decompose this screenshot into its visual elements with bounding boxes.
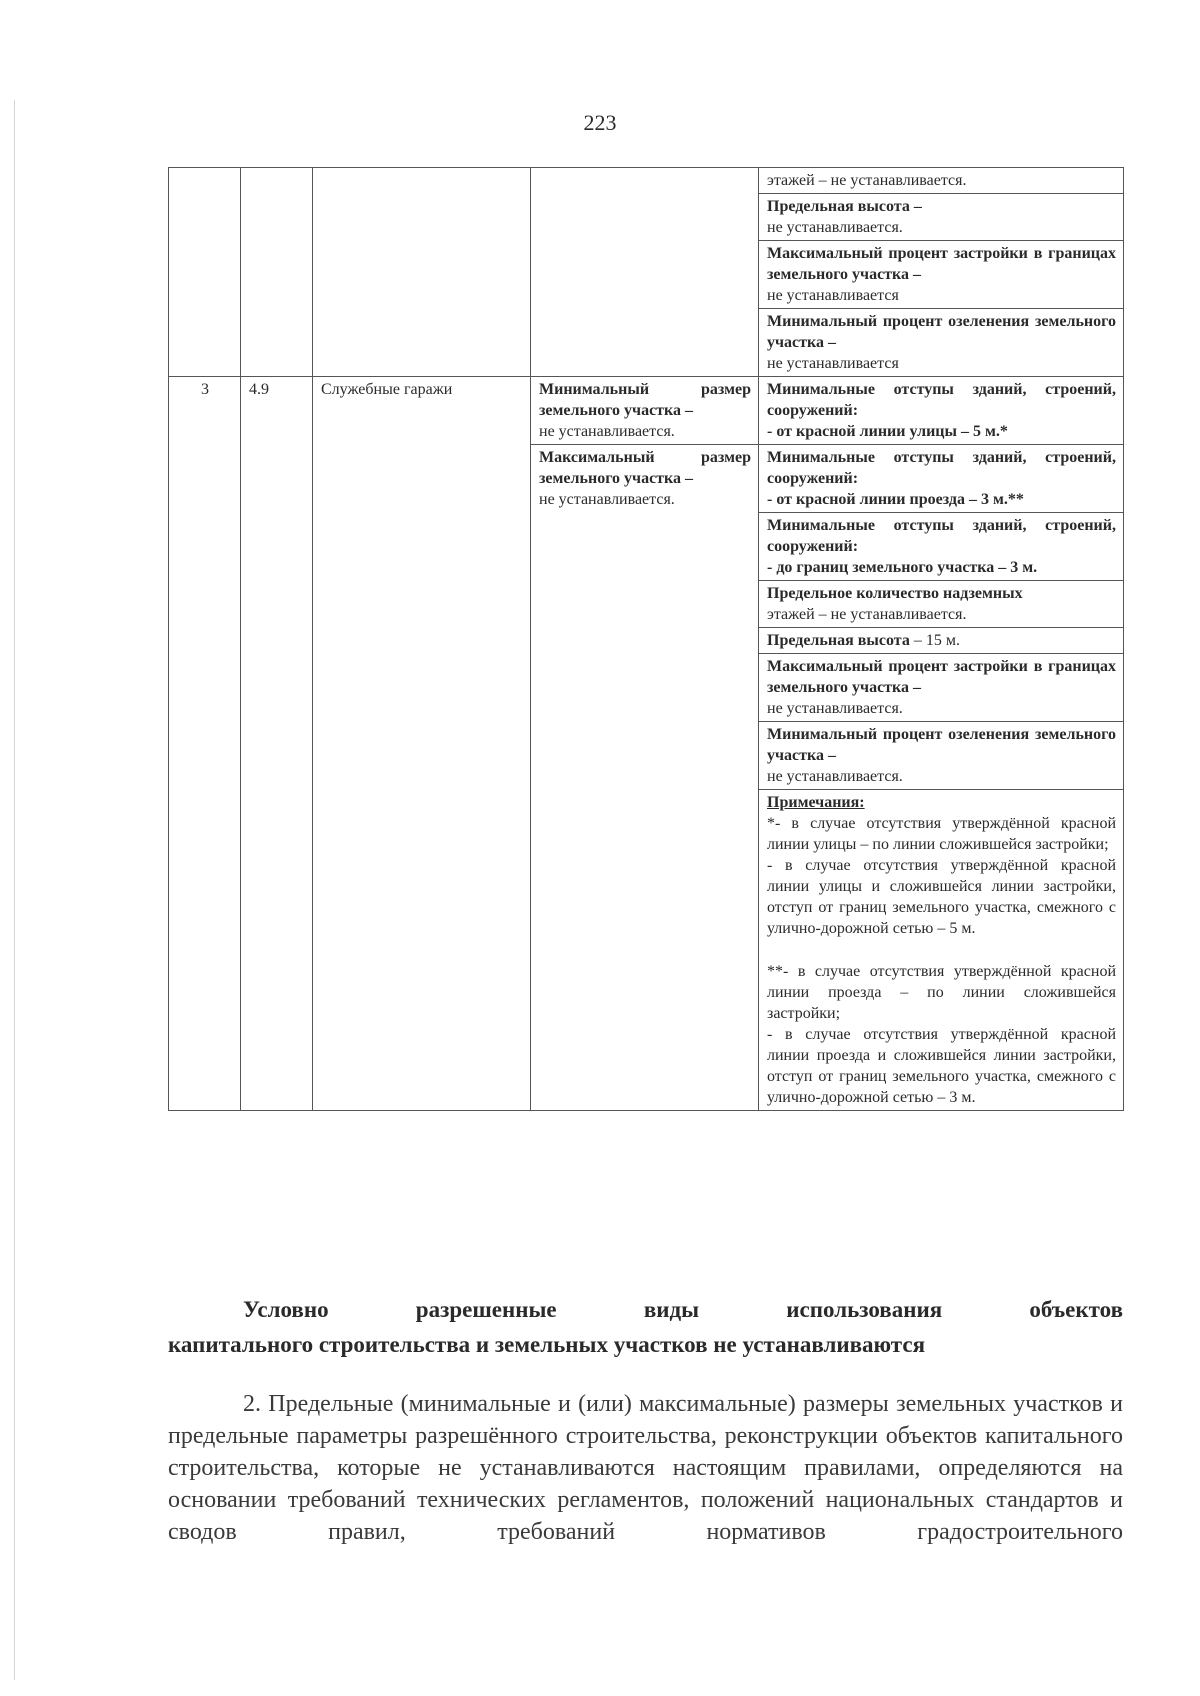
param-label: Предельная высота	[767, 632, 910, 649]
table-cell-lot-continued	[531, 168, 759, 377]
param-text: не устанавливается	[767, 287, 899, 304]
note-item: **- в случае отсутствия утверждённой красной линии проезда – по линии сложившейся застройки;	[767, 963, 1116, 1022]
param-text: не устанавливается	[767, 355, 899, 372]
param-label: Максимальный процент застройки в границах земельного участка –	[767, 658, 1116, 696]
param-label: Предельное количество надземных	[767, 585, 1023, 602]
param-cell	[759, 309, 1124, 377]
param-cell	[759, 194, 1124, 241]
param-text: этажей – не устанавливается.	[767, 606, 967, 623]
section-heading	[168, 1292, 1123, 1362]
param-cell	[759, 241, 1124, 309]
param-cell	[759, 513, 1124, 581]
row-name: Служебные гаражи	[313, 377, 531, 1111]
param-cell	[759, 377, 1124, 445]
heading-line-1: Условно разрешенные виды использования объектов	[243, 1297, 1123, 1322]
param-text: этажей – не устанавливается.	[767, 172, 967, 189]
notes-title: Примечания:	[767, 794, 865, 811]
param-cell	[759, 168, 1124, 194]
param-text: не устанавливается.	[767, 219, 903, 236]
lot-min-value: не устанавливается.	[539, 423, 675, 440]
param-cell	[759, 581, 1124, 628]
param-text: - до границ земельного участка – 3 м.	[767, 559, 1038, 576]
table-row	[169, 168, 1124, 194]
table-row	[169, 377, 1124, 445]
param-text: не устанавливается.	[767, 768, 903, 785]
note-item: - в случае отсутствия утверждённой красной линии проезда и сложившейся линии застройки, отступ от границ земельного участка, смежного с улично-дорожной сетью – 3 м.	[767, 1026, 1116, 1106]
param-label: Минимальные отступы зданий, строений, сооружений:	[767, 517, 1116, 555]
param-label: Минимальные отступы зданий, строений, сооружений:	[767, 381, 1116, 419]
param-label: Максимальный процент застройки в границах земельного участка –	[767, 245, 1116, 283]
param-cell	[759, 722, 1124, 790]
param-text: не устанавливается.	[767, 700, 903, 717]
note-item: *- в случае отсутствия утверждённой красной линии улицы – по линии сложившейся застройки;	[767, 815, 1116, 853]
param-label: Предельная высота –	[767, 198, 922, 215]
table-cell-num-continued	[169, 168, 241, 377]
param-cell	[759, 628, 1124, 654]
note-item: - в случае отсутствия утверждённой красной линии улицы и сложившейся линии застройки, отступ от границ земельного участка, смежного с улично-дорожной сетью – 5 м.	[767, 857, 1116, 937]
lot-max-value: не устанавливается.	[539, 491, 675, 508]
body-paragraph: 2. Предельные (минимальные и (или) максимальные) размеры земельных участков и предельные параметры разрешённого строительства, реконструкции объектов капитального строительства, которые не устанавливаются настоящим правилами, определяются на основании требований технических регламентов, положений национальных стандартов и сводов правил, требований нормативов градостроительного	[168, 1391, 1123, 1545]
param-text: – 15 м.	[913, 632, 960, 649]
lot-max-label: Максимальный размер земельного участка –	[539, 449, 751, 487]
regulations-table	[168, 167, 1124, 1111]
scan-edge-line	[14, 100, 15, 1680]
table-cell-name-continued	[313, 168, 531, 377]
heading-line-2: капитального строительства и земельных участков не устанавливаются	[168, 1332, 926, 1357]
param-label: Минимальный процент озеленения земельного участка –	[767, 313, 1116, 351]
notes-cell	[759, 790, 1124, 1111]
lot-min-cell	[531, 377, 759, 445]
param-cell	[759, 654, 1124, 722]
row-code: 4.9	[241, 377, 313, 1111]
param-cell	[759, 445, 1124, 513]
table-cell-code-continued	[241, 168, 313, 377]
param-label: Минимальный процент озеленения земельного участка –	[767, 726, 1116, 764]
page-number: 223	[583, 110, 617, 135]
lot-min-label: Минимальный размер земельного участка –	[539, 381, 751, 419]
lot-max-cell	[531, 445, 759, 1111]
param-text: - от красной линии проезда – 3 м.**	[767, 491, 1024, 508]
row-number: 3	[169, 377, 241, 1111]
param-label: Минимальные отступы зданий, строений, сооружений:	[767, 449, 1116, 487]
param-text: - от красной линии улицы – 5 м.*	[767, 423, 1008, 440]
